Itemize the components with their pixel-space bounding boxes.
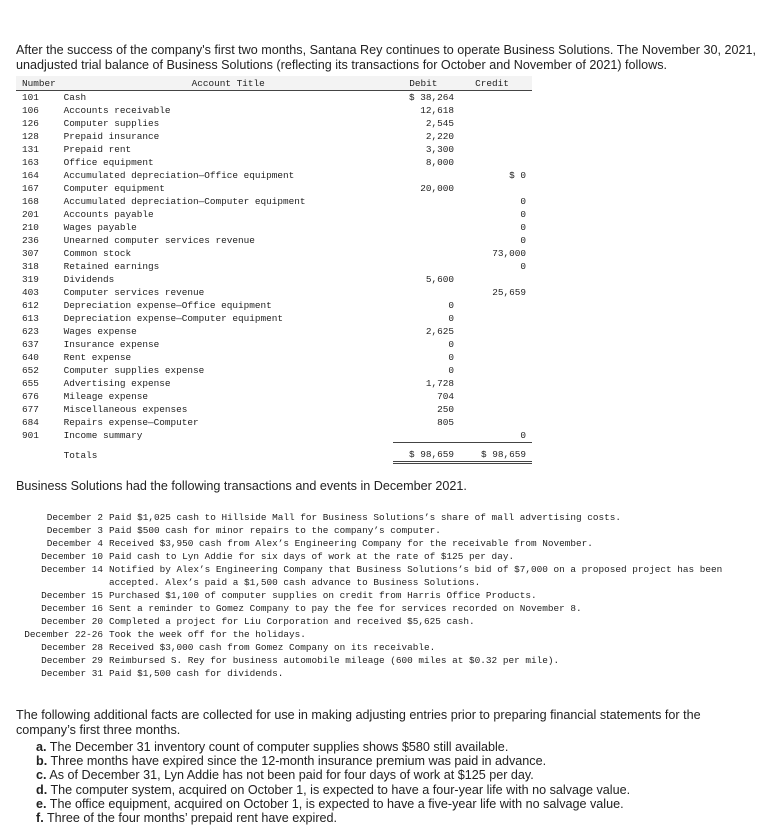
credit-amount — [458, 143, 532, 156]
debit-amount: 2,220 — [425, 131, 454, 142]
account-number: 655 — [22, 378, 39, 389]
debit-amount — [393, 247, 458, 260]
account-number: 106 — [22, 105, 39, 116]
debit-amount: 0 — [448, 300, 454, 311]
account-title: Computer equipment — [63, 183, 165, 194]
intro-paragraph: After the success of the company's first two months, Santana Rey continues to operate Business Solutions. The November 30, 2021, unadjusted trial balance of Business Solutions (reflecting its transactions for October and November of 2021) follows. — [16, 42, 757, 72]
debit-amount: 12,618 — [420, 105, 454, 116]
fact-letter: e. — [36, 796, 47, 811]
debit-amount: 20,000 — [420, 183, 454, 194]
debit-amount — [393, 260, 458, 273]
account-number: 901 — [22, 430, 39, 442]
trial-balance-row — [16, 312, 532, 325]
header-credit: Credit — [458, 76, 532, 91]
account-title: Common stock — [63, 248, 132, 259]
trial-balance-body — [16, 91, 532, 463]
account-title: Depreciation expense—Computer equipment — [63, 313, 284, 324]
account-number: 613 — [22, 313, 39, 324]
account-number: 101 — [22, 92, 39, 103]
credit-amount — [458, 299, 532, 312]
account-number: 676 — [22, 391, 39, 402]
transaction-item — [16, 602, 756, 615]
debit-amount: 805 — [437, 417, 454, 428]
transaction-item — [16, 641, 756, 654]
account-number: 652 — [22, 365, 39, 376]
totals-number-spacer — [16, 443, 64, 463]
account-title: Wages payable — [63, 222, 137, 233]
transaction-date: December 22-26 — [24, 629, 103, 640]
fact-text: As of December 31, Lyn Addie has not been paid for four days of work at $125 per day. — [49, 768, 534, 783]
account-title: Advertising expense — [63, 378, 171, 389]
transaction-date: December 10 — [41, 551, 103, 562]
header-number: Number — [16, 76, 64, 91]
debit-amount — [393, 221, 458, 234]
account-title: Accounts receivable — [63, 105, 171, 116]
credit-amount — [458, 312, 532, 325]
transaction-text: Paid $1,500 cash for dividends. — [109, 668, 284, 679]
trial-balance-row — [16, 156, 532, 169]
debit-amount: 0 — [448, 339, 454, 350]
transaction-date: December 14 — [41, 564, 103, 575]
trial-balance-row — [16, 260, 532, 273]
debit-amount: 3,300 — [425, 144, 454, 155]
account-number: 164 — [22, 170, 39, 181]
account-title: Accumulated depreciation—Office equipment — [63, 170, 295, 181]
debit-amount: 704 — [437, 391, 454, 402]
account-number: 236 — [22, 235, 39, 246]
trial-balance-row — [16, 429, 532, 443]
credit-amount: 73,000 — [492, 248, 526, 259]
account-title: Mileage expense — [63, 391, 149, 402]
credit-amount — [458, 130, 532, 143]
credit-amount: 0 — [520, 222, 526, 233]
transaction-text: Notified by Alex’s Engineering Company that Business Solutions’s bid of $7,000 on a proposed project has been accepted. Alex’s paid a $1,500 cash advance to Business Solutions. — [109, 564, 723, 588]
fact-letter: a. — [36, 740, 47, 754]
account-title: Rent expense — [63, 352, 132, 363]
credit-amount — [458, 364, 532, 377]
trial-balance-row — [16, 351, 532, 364]
trial-balance-row — [16, 390, 532, 403]
adjusting-fact-item — [36, 768, 736, 782]
account-title: Wages expense — [63, 326, 137, 337]
transaction-date: December 20 — [41, 616, 103, 627]
account-number: 612 — [22, 300, 39, 311]
transactions-list — [16, 511, 756, 680]
transactions-heading: Business Solutions had the following transactions and events in December 2021. — [16, 479, 467, 493]
credit-amount — [458, 91, 532, 105]
debit-amount: 0 — [448, 313, 454, 324]
adjusting-fact-item — [36, 754, 736, 768]
transaction-date: December 15 — [41, 590, 103, 601]
account-title: Repairs expense—Computer — [63, 417, 199, 428]
trial-balance-row — [16, 416, 532, 429]
credit-amount: 0 — [520, 261, 526, 272]
adjusting-fact-item — [36, 797, 736, 811]
credit-amount — [458, 351, 532, 364]
trial-balance-row — [16, 143, 532, 156]
credit-amount — [458, 117, 532, 130]
totals-label: Totals — [63, 449, 98, 461]
trial-balance-row — [16, 117, 532, 130]
trial-balance-row — [16, 325, 532, 338]
totals-debit: $ 98,659 — [393, 443, 458, 463]
account-title: Office equipment — [63, 157, 154, 168]
account-title: Retained earnings — [63, 261, 160, 272]
trial-balance-row — [16, 247, 532, 260]
account-title: Depreciation expense—Office equipment — [63, 300, 272, 311]
account-title: Computer supplies — [63, 118, 160, 129]
fact-letter: d. — [36, 782, 48, 797]
debit-amount — [393, 234, 458, 247]
account-title: Dividends — [63, 274, 115, 285]
account-number: 201 — [22, 209, 39, 220]
trial-balance-row — [16, 338, 532, 351]
account-title: Prepaid insurance — [63, 131, 160, 142]
account-number: 163 — [22, 157, 39, 168]
credit-amount — [458, 325, 532, 338]
debit-amount: 250 — [437, 404, 454, 415]
trial-balance-row — [16, 234, 532, 247]
account-number: 128 — [22, 131, 39, 142]
debit-amount: 2,625 — [425, 326, 454, 337]
trial-balance-row — [16, 364, 532, 377]
account-title: Accumulated depreciation—Computer equipment — [63, 196, 306, 207]
header-debit: Debit — [393, 76, 458, 91]
transaction-date: December 28 — [41, 642, 103, 653]
transaction-item — [16, 511, 756, 524]
totals-credit: $ 98,659 — [458, 443, 532, 463]
credit-amount — [458, 416, 532, 429]
credit-amount: 0 — [520, 209, 526, 220]
transaction-text: Sent a reminder to Gomez Company to pay the fee for services recorded on November 8. — [109, 603, 582, 614]
trial-balance-row — [16, 377, 532, 390]
trial-balance-row — [16, 195, 532, 208]
transaction-date: December 3 — [46, 525, 103, 536]
account-title: Miscellaneous expenses — [63, 404, 188, 415]
fact-letter: b. — [36, 754, 48, 769]
credit-amount — [458, 390, 532, 403]
trial-balance-row — [16, 169, 532, 182]
credit-amount: 0 — [520, 196, 526, 207]
trial-balance-row — [16, 104, 532, 117]
debit-amount — [393, 169, 458, 182]
credit-amount — [458, 403, 532, 416]
adjusting-facts-list — [36, 740, 736, 825]
adjusting-fact-item — [36, 811, 736, 825]
account-title: Income summary — [63, 430, 143, 442]
transaction-date: December 31 — [41, 668, 103, 679]
trial-balance-row — [16, 130, 532, 143]
account-number: 167 — [22, 183, 39, 194]
debit-amount: 0 — [448, 352, 454, 363]
debit-amount — [393, 286, 458, 299]
trial-balance-row — [16, 403, 532, 416]
transaction-item — [16, 537, 756, 550]
debit-amount: $ 38,264 — [408, 92, 454, 103]
transaction-text: Paid $1,025 cash to Hillside Mall for Business Solutions’s share of mall advertising costs. — [109, 512, 621, 523]
account-number: 126 — [22, 118, 39, 129]
trial-balance-header-row — [16, 76, 532, 91]
account-number: 677 — [22, 404, 39, 415]
debit-amount — [393, 208, 458, 221]
fact-text: The December 31 inventory count of computer supplies shows $580 still available. — [49, 740, 509, 754]
adjusting-fact-item — [36, 783, 736, 797]
transaction-text: Purchased $1,100 of computer supplies on credit from Harris Office Products. — [109, 590, 537, 601]
trial-balance-table — [16, 76, 532, 464]
transaction-item — [16, 550, 756, 563]
transaction-text: Paid cash to Lyn Addie for six days of work at the rate of $125 per day. — [109, 551, 515, 562]
account-title: Prepaid rent — [63, 144, 132, 155]
account-number: 131 — [22, 144, 39, 155]
adjusting-facts-intro: The following additional facts are collected for use in making adjusting entries prior to preparing financial statements for the company’s first three months. — [16, 707, 701, 737]
transaction-item — [16, 628, 756, 641]
debit-amount: 0 — [448, 365, 454, 376]
transaction-text: Reimbursed S. Rey for business automobile mileage (600 miles at $0.32 per mile). — [109, 655, 560, 666]
debit-amount — [393, 429, 458, 443]
account-number: 623 — [22, 326, 39, 337]
header-account-title: Account Title — [64, 76, 393, 91]
credit-amount — [458, 182, 532, 195]
transaction-item — [16, 667, 756, 680]
account-title: Cash — [63, 92, 87, 103]
account-number: 318 — [22, 261, 39, 272]
account-number: 403 — [22, 287, 39, 298]
transaction-item — [16, 563, 756, 589]
credit-amount — [458, 338, 532, 351]
transaction-text: Received $3,950 cash from Alex’s Engineering Company for the receivable from November. — [109, 538, 593, 549]
account-number: 319 — [22, 274, 39, 285]
transaction-text: Completed a project for Liu Corporation and received $5,625 cash. — [109, 616, 475, 627]
credit-amount: $ 0 — [509, 170, 526, 181]
fact-text: Three months have expired since the 12-month insurance premium was paid in advance. — [50, 754, 547, 769]
credit-amount — [458, 104, 532, 117]
account-title: Insurance expense — [63, 339, 160, 350]
totals-row — [16, 443, 532, 463]
debit-amount: 2,545 — [425, 118, 454, 129]
trial-balance-row — [16, 221, 532, 234]
account-number: 210 — [22, 222, 39, 233]
account-number: 684 — [22, 417, 39, 428]
account-title: Unearned computer services revenue — [63, 235, 255, 246]
account-title: Computer supplies expense — [63, 365, 205, 376]
credit-amount: 25,659 — [492, 287, 526, 298]
adjusting-fact-item — [36, 740, 736, 754]
trial-balance-row — [16, 208, 532, 221]
debit-amount: 5,600 — [425, 274, 454, 285]
fact-text: The computer system, acquired on October 1, is expected to have a four-year life with no salvage value. — [50, 782, 631, 797]
account-number: 640 — [22, 352, 39, 363]
account-number: 637 — [22, 339, 39, 350]
debit-amount — [393, 195, 458, 208]
fact-letter: c. — [36, 768, 47, 783]
account-title: Accounts payable — [63, 209, 154, 220]
debit-amount: 8,000 — [425, 157, 454, 168]
transaction-text: Received $3,000 cash from Gomez Company on its receivable. — [109, 642, 436, 653]
transaction-text: Paid $500 cash for minor repairs to the company’s computer. — [109, 525, 441, 536]
trial-balance-row — [16, 273, 532, 286]
account-number: 168 — [22, 196, 39, 207]
trial-balance-row — [16, 91, 532, 105]
fact-letter: f. — [36, 811, 44, 826]
fact-text: The office equipment, acquired on October 1, is expected to have a five-year life with no salvage value. — [49, 796, 624, 811]
transaction-item — [16, 524, 756, 537]
credit-amount — [458, 377, 532, 390]
transaction-date: December 29 — [41, 655, 103, 666]
transaction-item — [16, 589, 756, 602]
trial-balance-row — [16, 182, 532, 195]
debit-amount: 1,728 — [425, 378, 454, 389]
transaction-date: December 2 — [46, 512, 103, 523]
account-title: Computer services revenue — [63, 287, 205, 298]
credit-amount — [458, 156, 532, 169]
credit-amount: 0 — [520, 430, 526, 441]
account-number: 307 — [22, 248, 39, 259]
transaction-text: Took the week off for the holidays. — [109, 629, 306, 640]
transaction-item — [16, 615, 756, 628]
credit-amount — [458, 273, 532, 286]
transaction-date: December 16 — [41, 603, 103, 614]
transaction-item — [16, 654, 756, 667]
transaction-date: December 4 — [46, 538, 103, 549]
fact-text: Three of the four months’ prepaid rent have expired. — [46, 811, 338, 826]
trial-balance-row — [16, 299, 532, 312]
trial-balance-row — [16, 286, 532, 299]
credit-amount: 0 — [520, 235, 526, 246]
